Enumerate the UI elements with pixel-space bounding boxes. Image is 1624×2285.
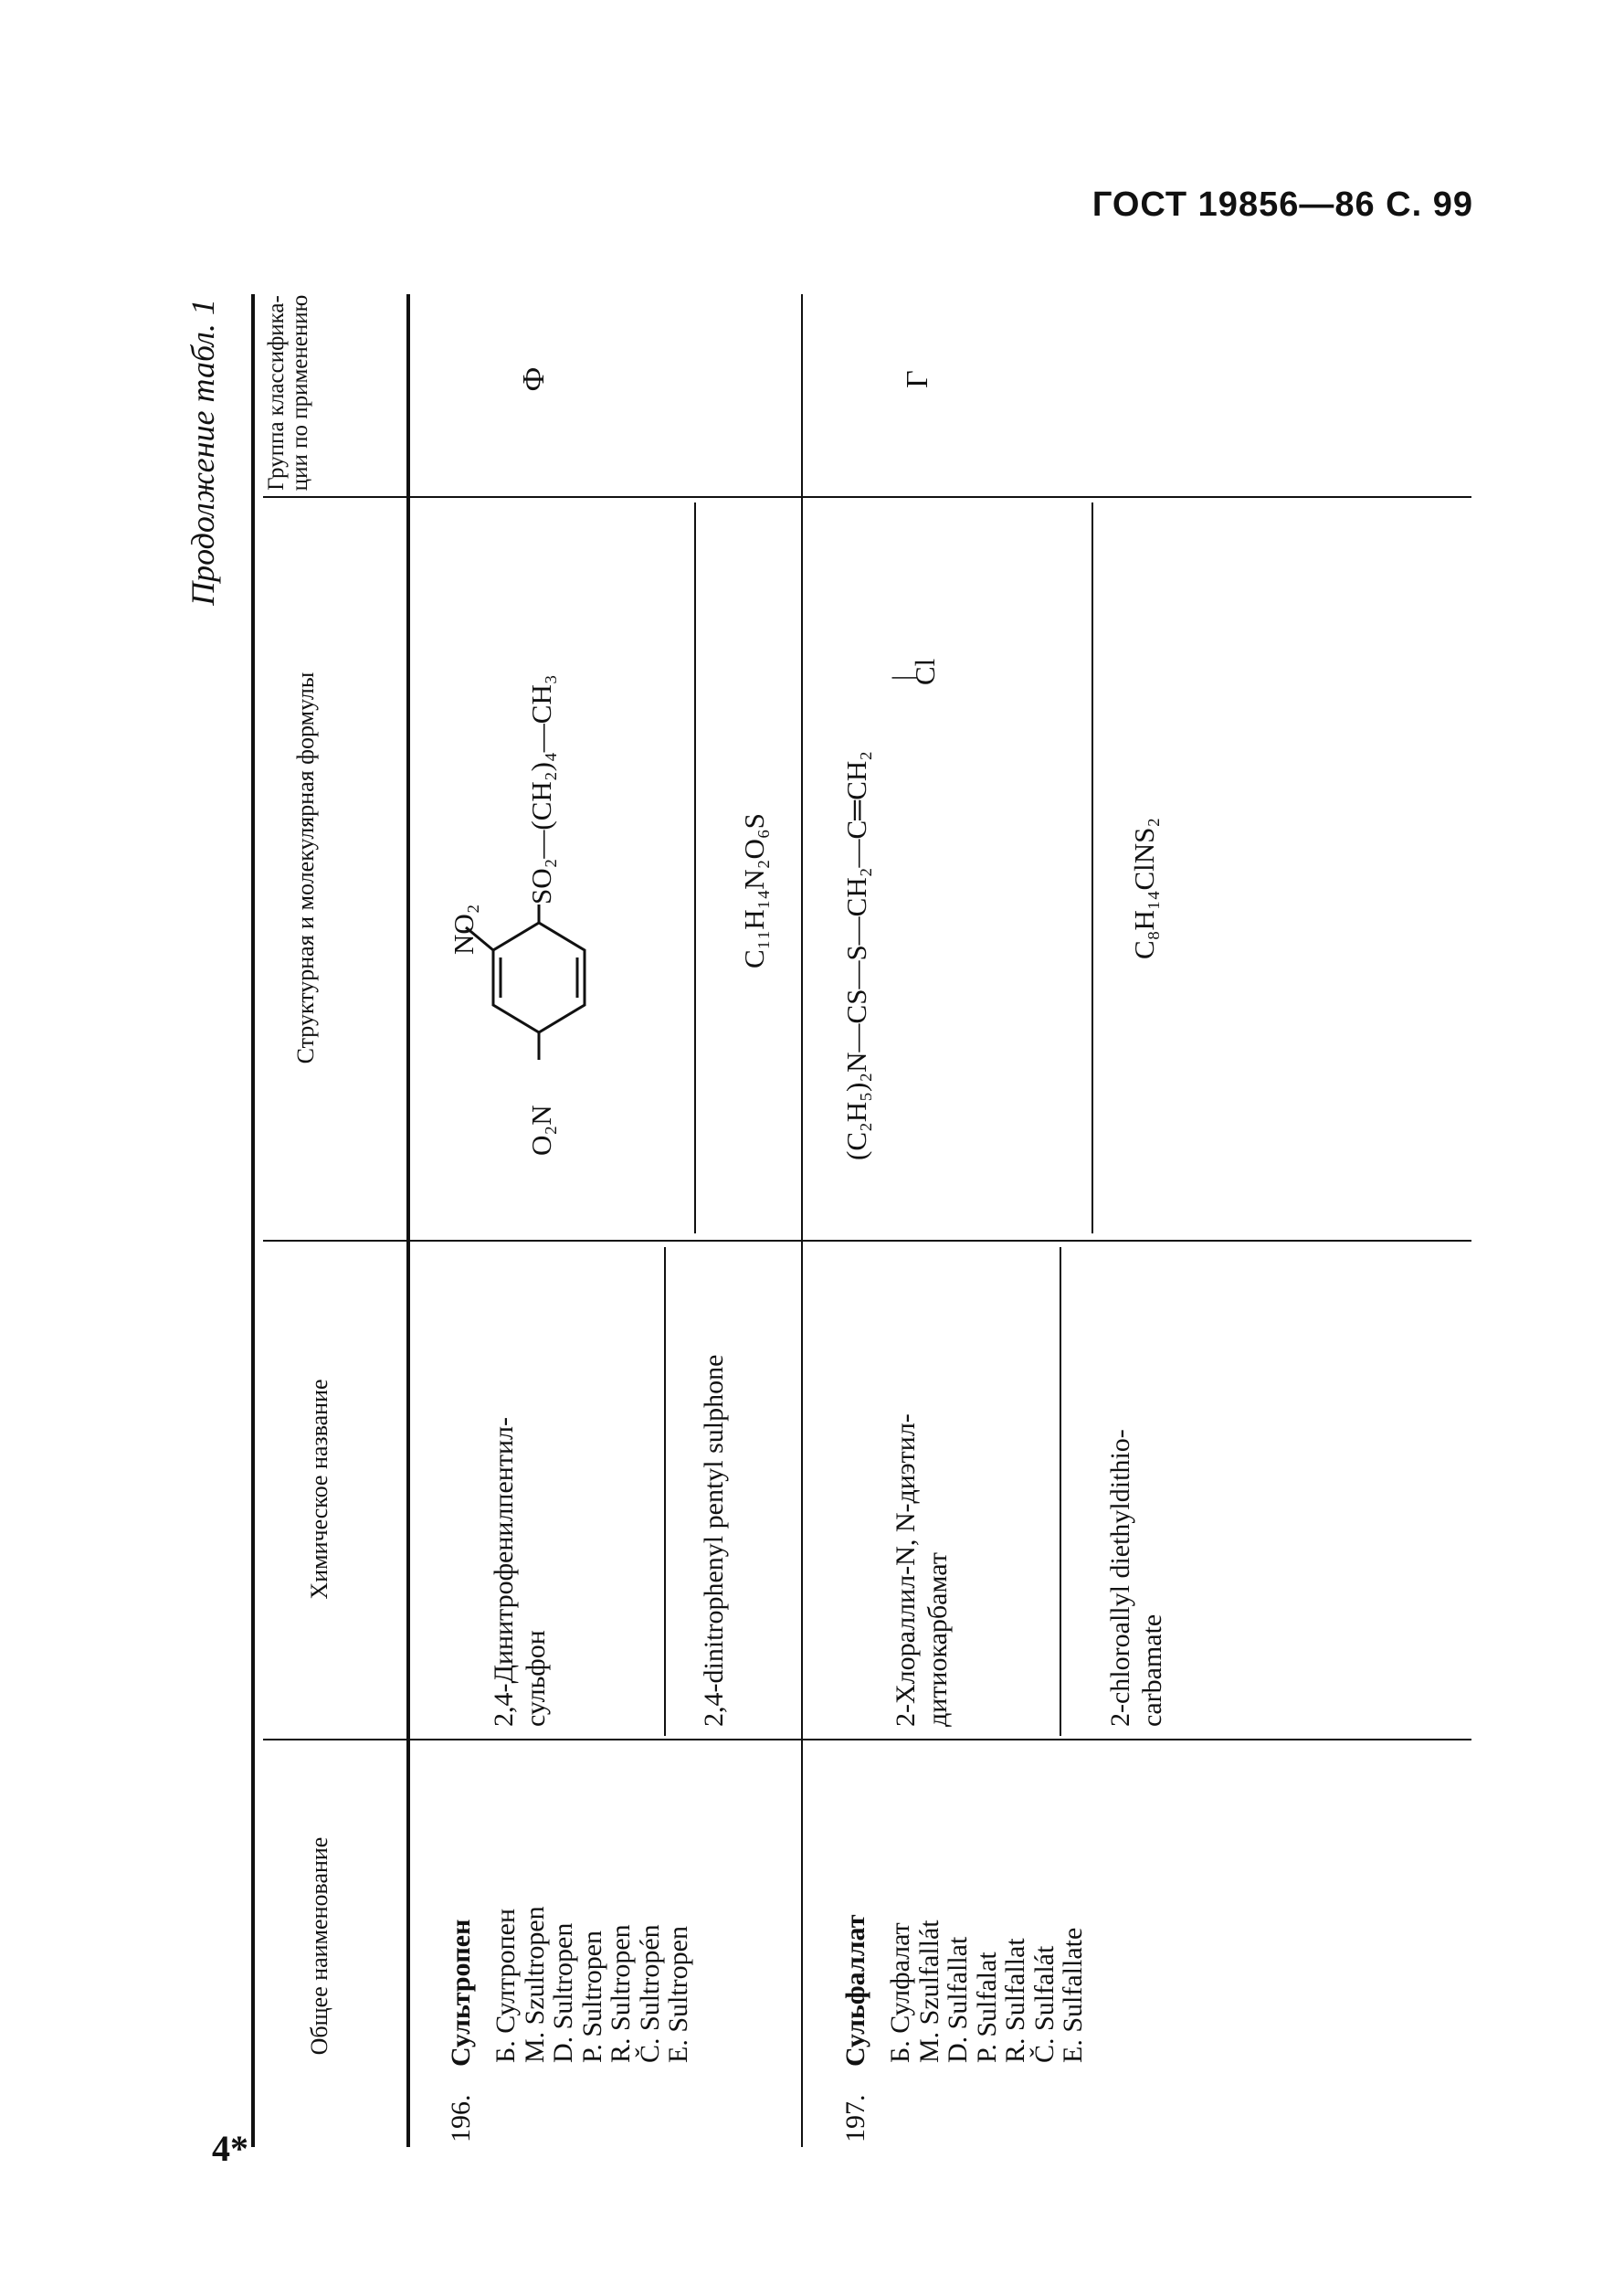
row-196-number: 196.: [446, 2094, 476, 2142]
benzene-ring: [493, 923, 585, 1032]
rule-197-chem: [1060, 1247, 1061, 1736]
row-196-chemical-name-ru: 2,4-Динитрофенилпентил- сульфон: [489, 1417, 551, 1727]
header-formula: Структурная и молекулярная формулы: [292, 672, 319, 1064]
list-item: M. Szultropen: [519, 1906, 550, 2063]
list-item: Č. Sulfalát: [1028, 1945, 1060, 2063]
row-196-substituent-top: NO₂: [448, 904, 480, 955]
row-196-molecular-formula: C₁₁H₁₄N₂O₆S: [738, 813, 770, 968]
list-item: Б. Султропен: [490, 1908, 521, 2063]
list-item: M. Szulfallát: [913, 1920, 944, 2063]
list-item: Б. Сулфалат: [885, 1922, 915, 2063]
list-item: E. Sulfallate: [1058, 1927, 1088, 2063]
row-196-structure: [438, 512, 694, 1224]
list-item: D. Sultropen: [548, 1922, 578, 2063]
row-196-common-name: Сультропен: [446, 1919, 476, 2067]
row-197-common-name: Сульфаллат: [840, 1914, 870, 2067]
row-197-number: 197.: [840, 2094, 870, 2142]
list-item: E. Sultropen: [663, 1926, 693, 2063]
table-caption: Продолжение табл. 1: [185, 299, 221, 606]
row-197-molecular-formula: C₈H₁₄ClNS₂: [1128, 817, 1160, 959]
row-197-translations: [886, 1771, 1123, 2063]
row-197-structure-main: (C₂H₅)₂N—CS—S—CH₂—C═CH₂: [840, 750, 872, 1160]
page-mark: 4*: [212, 2128, 248, 2169]
list-item: D. Sulfallat: [943, 1936, 973, 2063]
rule-header-left: [251, 294, 255, 2147]
page-header: ГОСТ 19856—86 С. 99: [1091, 185, 1473, 224]
row-197-branch-bond: |: [886, 674, 918, 681]
row-197-branch: Cl: [909, 658, 941, 685]
row-196-group: Ф: [517, 366, 551, 392]
list-item: Č. Sultropén: [634, 1924, 665, 2063]
rule-col-3-4: [263, 496, 1471, 498]
row-196-translations: [491, 1771, 729, 2063]
row-196-chain: SO₂—(CH₂)₄—CH₃: [525, 674, 557, 904]
rule-header-right: [406, 294, 410, 2147]
header-common-name: Общее наименование: [306, 1836, 332, 2056]
list-item: P. Sultropen: [576, 1930, 607, 2063]
rule-col-2-3: [263, 1240, 1471, 1242]
row-196-substituent-left: O₂N: [525, 1105, 557, 1156]
rule-row-divider: [801, 294, 803, 2147]
row-197-group: Г: [901, 370, 934, 388]
rule-196-chem: [664, 1247, 666, 1736]
row-197-chemical-name-en: 2-chloroallyl diethyldithio- carbamate: [1105, 1429, 1167, 1727]
row-196-chemical-name-en: 2,4-dinitrophenyl pentyl sulphone: [699, 1354, 729, 1727]
row-197-chemical-name-ru: 2-Хлораллил-N, N-диэтил- дитиокарбамат: [891, 1413, 953, 1727]
header-group: Группа классифика- ции по применению: [264, 294, 313, 492]
list-item: R. Sultropen: [606, 1924, 636, 2063]
rule-col-1-2: [263, 1739, 1471, 1740]
list-item: P. Sulfalat: [971, 1952, 1002, 2063]
rule-196-formula: [694, 502, 696, 1233]
header-chemical-name: Химическое название: [306, 1379, 332, 1600]
list-item: R. Sulfallat: [1000, 1938, 1030, 2063]
rule-197-formula: [1091, 502, 1093, 1233]
